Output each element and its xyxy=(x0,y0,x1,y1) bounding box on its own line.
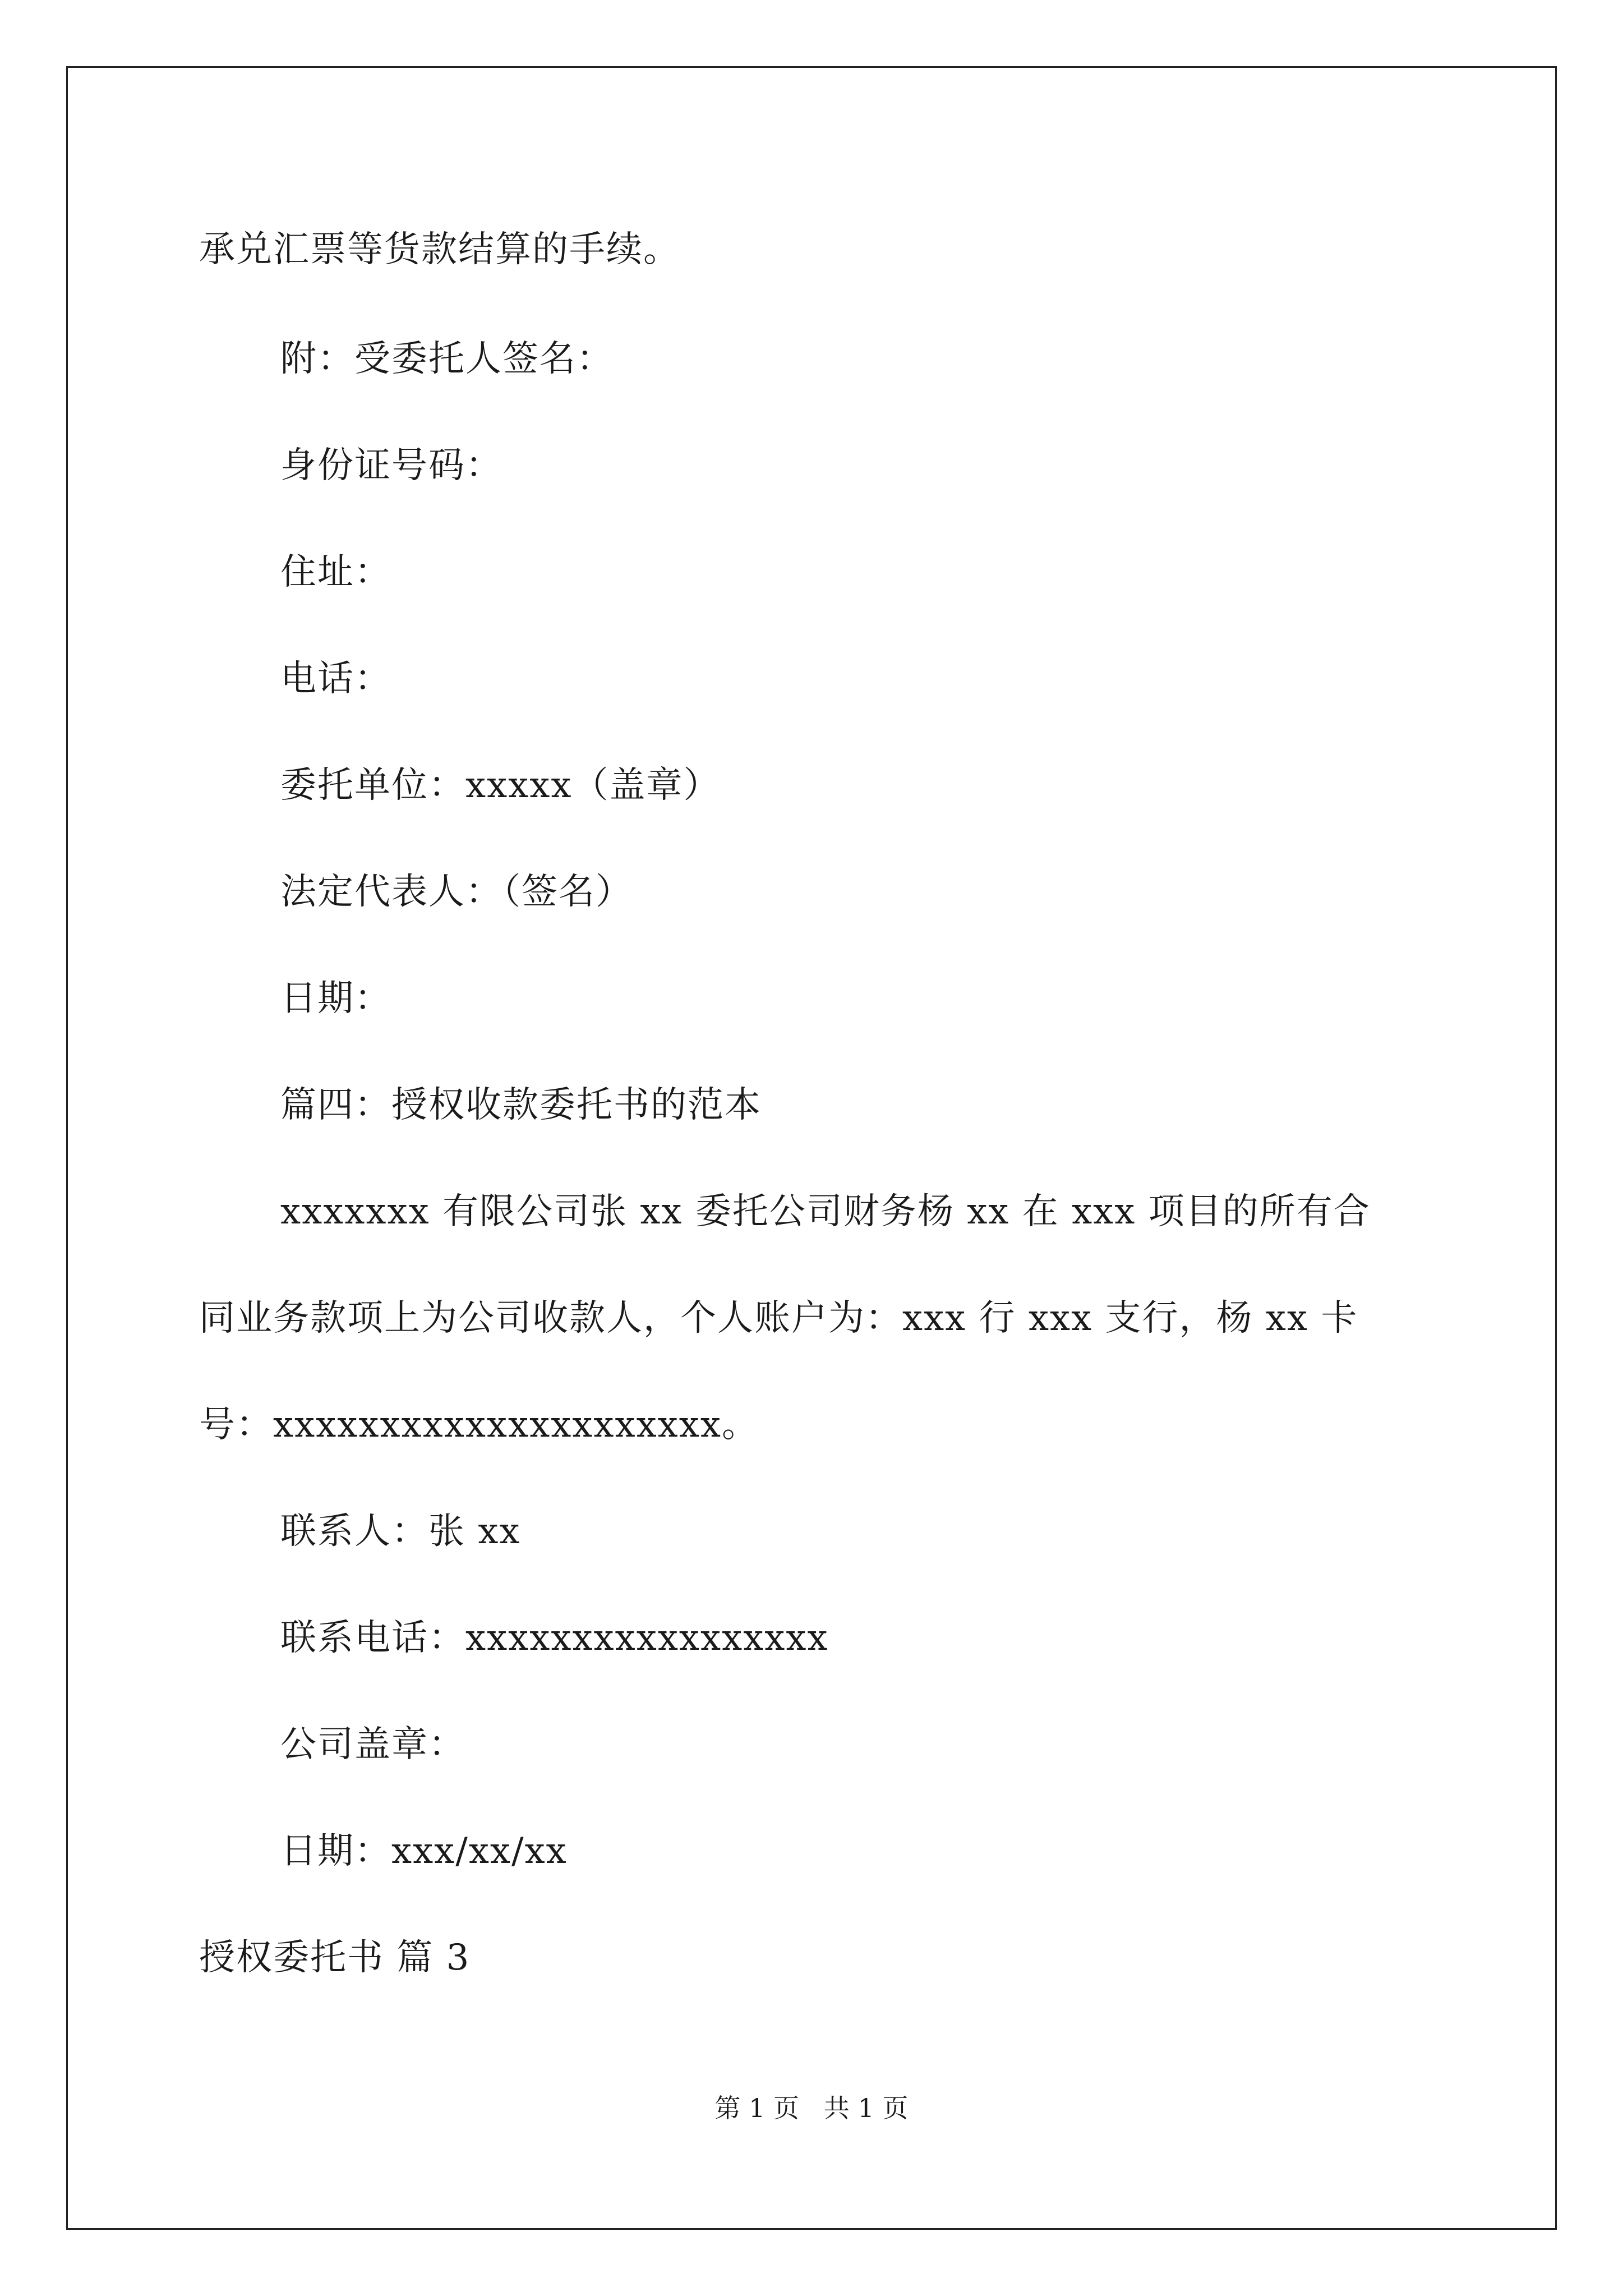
body-paragraph-line-3: 号：xxxxxxxxxxxxxxxxxxxxx。 xyxy=(199,1404,759,1446)
attachment-signature-label: 附：受委托人签名： xyxy=(280,338,614,380)
body-paragraph-line-1: xxxxxxx 有限公司张 xx 委托公司财务杨 xx 在 xxx 项目的所有合 xyxy=(280,1191,1371,1232)
phone-label: 电话： xyxy=(280,658,391,700)
address-label: 住址： xyxy=(280,551,391,593)
contact-phone-label: 联系电话：xxxxxxxxxxxxxxxxx xyxy=(280,1617,829,1659)
signing-date-label: 日期：xxx/xx/xx xyxy=(280,1830,568,1872)
contact-person-label: 联系人：张 xx xyxy=(280,1511,521,1552)
date-label: 日期： xyxy=(280,978,391,1019)
page-footer: 第 1 页 共 1 页 xyxy=(714,2093,909,2123)
next-section-title: 授权委托书 篇 3 xyxy=(199,1937,471,1978)
company-seal-label: 公司盖章： xyxy=(280,1724,465,1765)
entrusting-unit-label: 委托单位：xxxxx（盖章） xyxy=(280,765,721,806)
legal-representative-label: 法定代表人：（签名） xyxy=(280,871,633,913)
text-line-continuation: 承兑汇票等货款结算的手续。 xyxy=(199,229,680,270)
id-number-label: 身份证号码： xyxy=(280,445,502,486)
section-heading: 篇四：授权收款委托书的范本 xyxy=(280,1084,762,1126)
body-paragraph-line-2: 同业务款项上为公司收款人，个人账户为：xxx 行 xxx 支行，杨 xx 卡 xyxy=(199,1297,1358,1339)
page-border xyxy=(66,66,1557,2230)
